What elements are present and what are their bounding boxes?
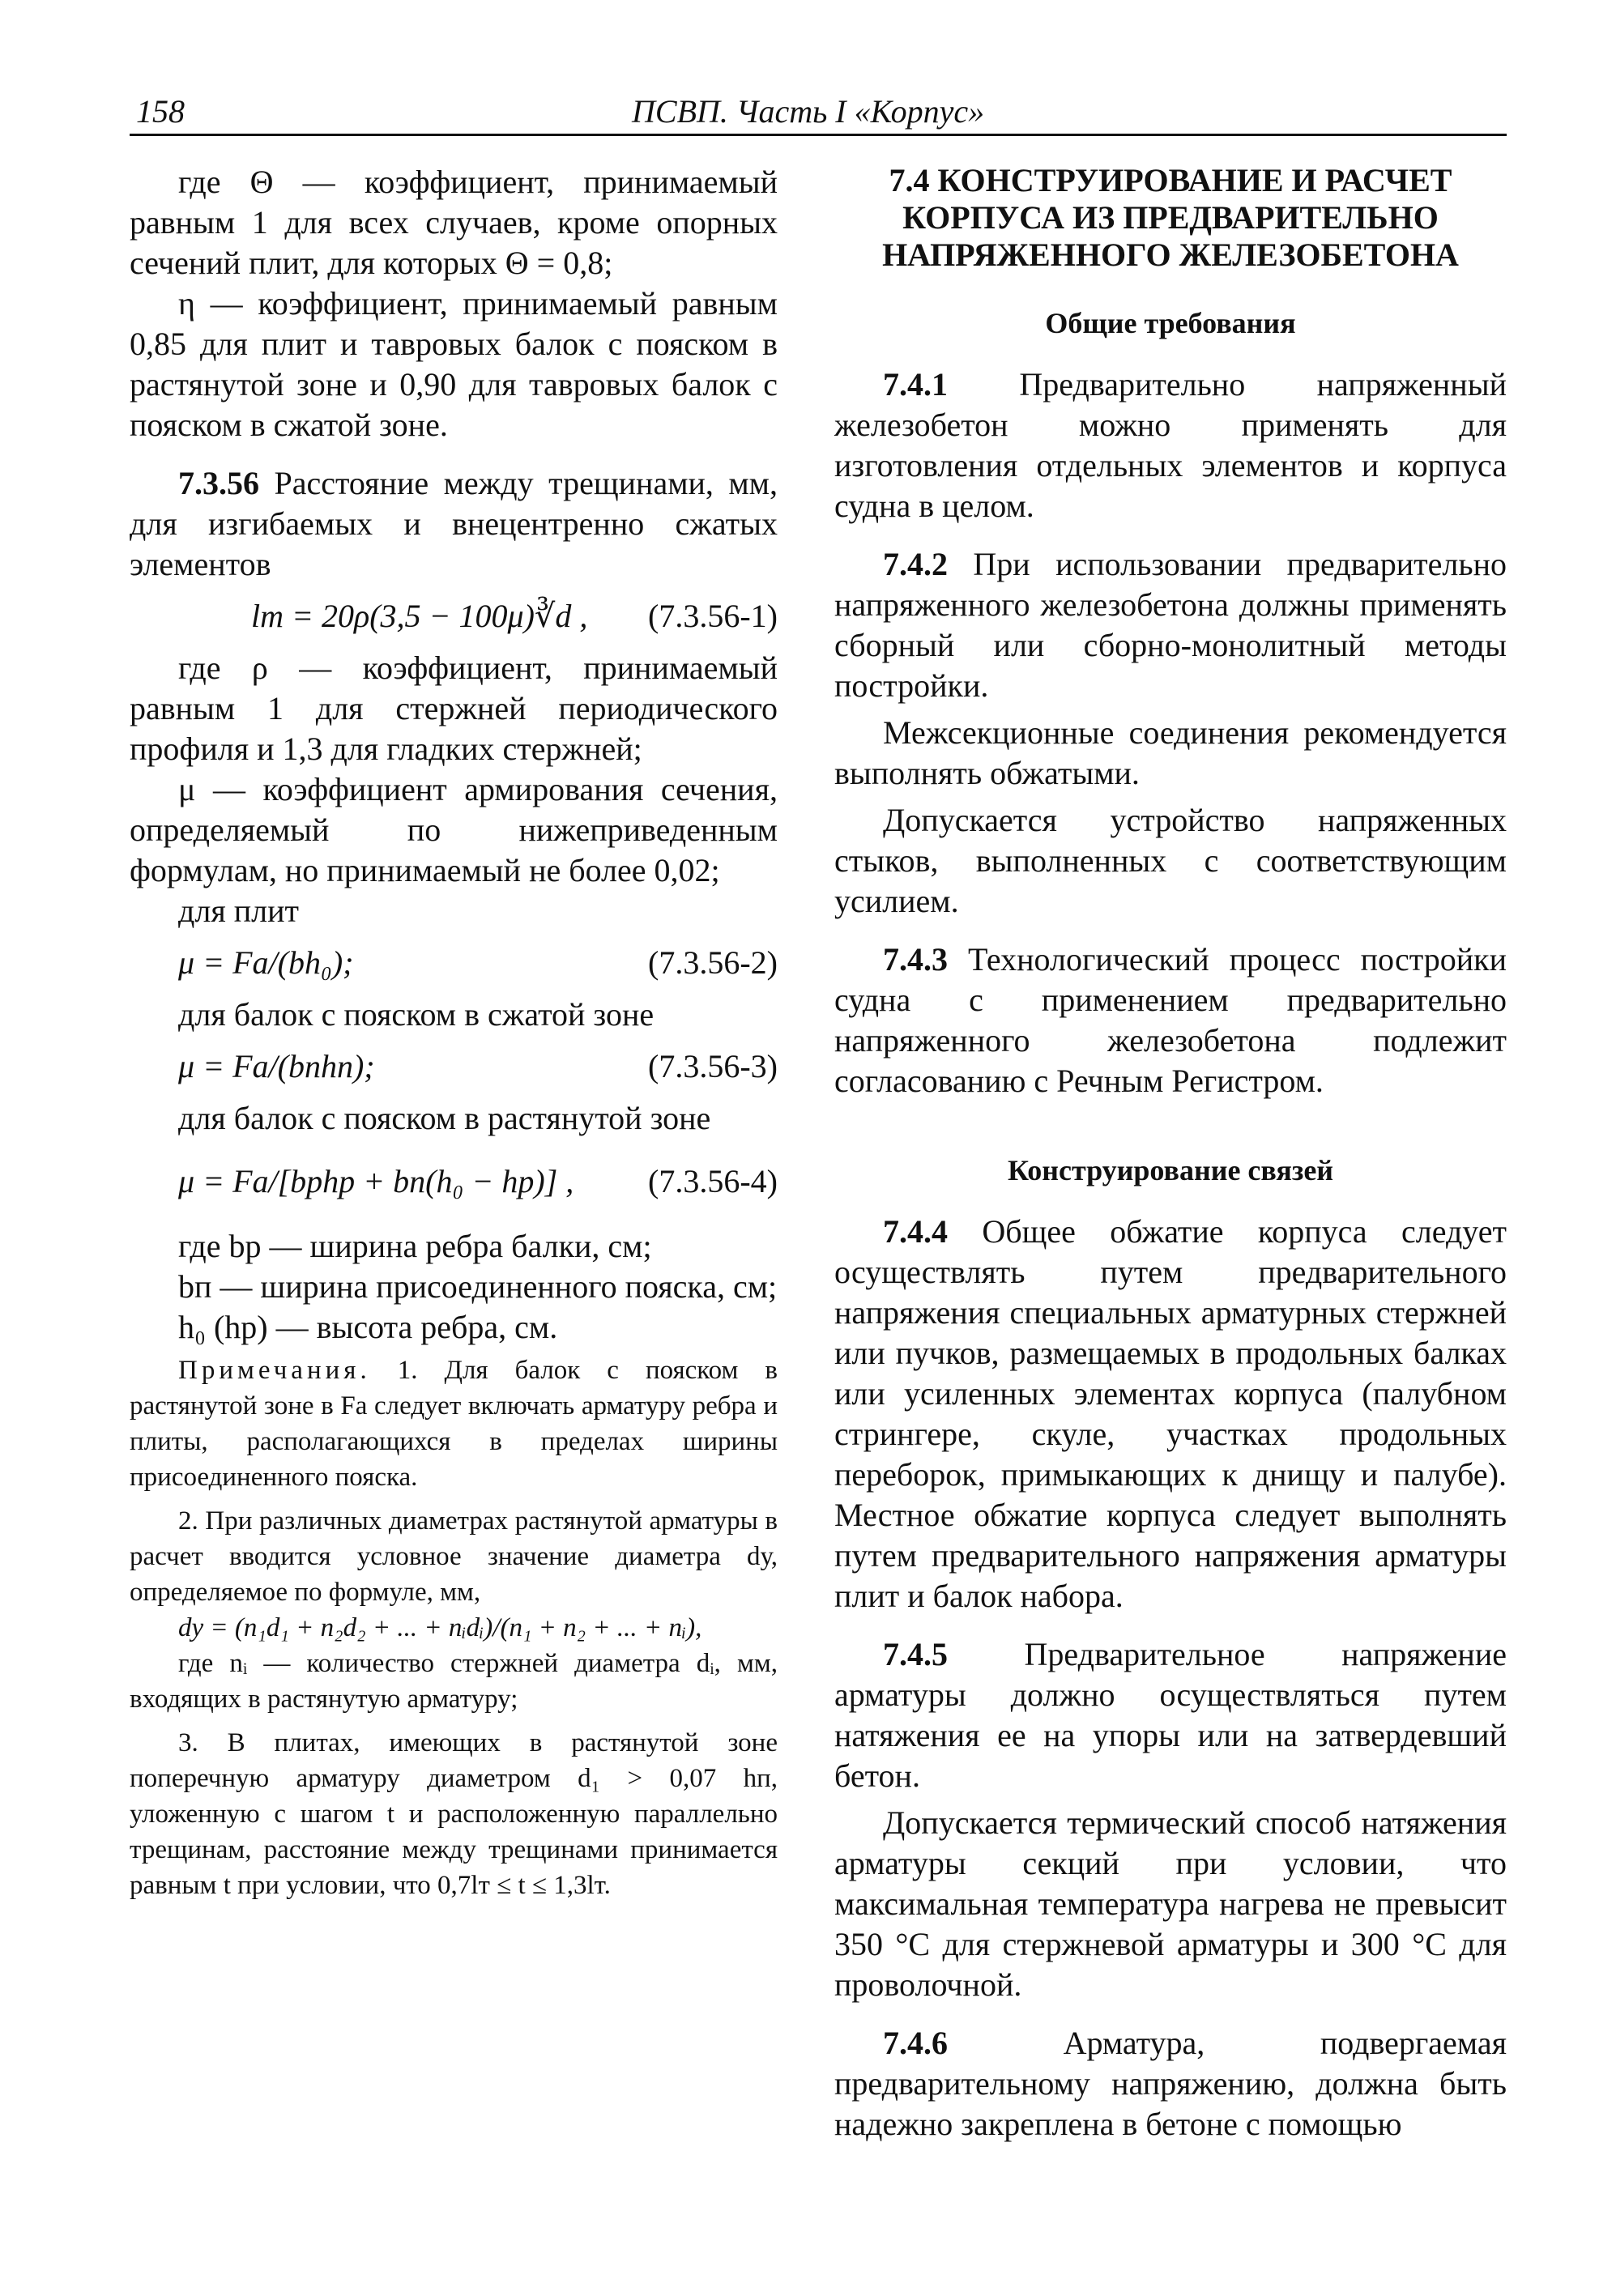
- clause-text: Арматура, подвергаемая предварительному напряжению, должна быть надежно закреплена в бетоне с помощью: [834, 2025, 1507, 2142]
- eta-definition: η — коэффициент, принимаемый равным 0,85 для плит и тавровых балок с пояском в растянутой зоне и 0,90 для тавровых балок с пояском в сжатой зоне.: [130, 285, 778, 443]
- formula-expression: μ = Fа/[bрhр + bп(h₀ − hр)] ,: [178, 1163, 574, 1199]
- bp-definition: где bр — ширина ребра балки, см;: [178, 1228, 652, 1264]
- clause-text: Технологический процесс постройки судна с применением предварительно напряженного железобетона подлежит согласованию с Речным Регистром.: [834, 941, 1507, 1099]
- formula-7-3-56-3: [130, 1046, 778, 1087]
- equation-number: (7.3.56-4): [648, 1163, 778, 1199]
- for-beams-tension-label: для балок с пояском в растянутой зоне: [178, 1100, 711, 1136]
- clause-7-4-5: [834, 1634, 1507, 1796]
- mu-definition: μ — коэффициент армирования сечения, определяемый по нижеприведенным формулам, но принимаемый не более 0,02;: [130, 771, 778, 888]
- clause-number: 7.3.56: [178, 465, 259, 501]
- clause-7-4-6: [834, 2023, 1507, 2145]
- clause-number: 7.4.5: [883, 1636, 948, 1672]
- section-title: 7.4 КОНСТРУИРОВАНИЕ И РАСЧЕТ КОРПУСА ИЗ ПРЕДВАРИТЕЛЬНО НАПРЯЖЕННОГО ЖЕЛЕЗОБЕТОНА: [882, 162, 1459, 273]
- note-2-where: где nᵢ — количество стержней диаметра dᵢ, мм, входящих в растянутую арматуру;: [130, 1649, 778, 1714]
- formula-expression: μ = Fа/(bh₀);: [178, 944, 354, 981]
- clause-number: 7.4.1: [883, 366, 948, 403]
- note-1-text: 1. Для балок с пояском в растянутой зоне в Fа следует включать арматуру ребра и плиты, располагающихся в пределах ширины присоединенного пояска.: [130, 1356, 778, 1492]
- clause-7-4-4: [834, 1212, 1507, 1617]
- thermal-tensioning-paragraph: Допускается термический способ натяжения арматуры секций при условии, что максимальная температура нагрева не превысит 350 °С для стержневой арматуры и 300 °С для проволочной.: [834, 1804, 1507, 2003]
- clause-number: 7.4.2: [883, 546, 948, 582]
- clause-text: Общее обжатие корпуса следует осуществлять путем предварительного напряжения специальных арматурных стержней или пучков, размещаемых в продольных балках или усиленных элементах корпуса (палубном стрингере, скуле, участках продольных переборок, примыкающих к днищу и палубе). Местное обжатие корпуса следует выполнять путем предварительного напряжения арматуры плит и балок набора.: [834, 1213, 1507, 1614]
- clause-text: Расстояние между трещинами, мм, для изгибаемых и внецентренно сжатых элементов: [130, 465, 778, 582]
- page-number: 158: [136, 93, 185, 130]
- clause-number: 7.4.4: [883, 1213, 948, 1250]
- clause-7-4-2: [834, 544, 1507, 706]
- formula-expression: μ = Fа/(bпhп);: [178, 1048, 375, 1084]
- note-1: [130, 1352, 778, 1495]
- for-plates-label: для плит: [178, 892, 299, 929]
- notes-block: [130, 1352, 778, 1903]
- formula-7-3-56-4: [130, 1150, 778, 1215]
- clause-number: 7.4.3: [883, 941, 948, 978]
- right-column: [834, 162, 1507, 2145]
- equation-number: (7.3.56-1): [648, 598, 778, 634]
- stressed-joints-paragraph: Допускается устройство напряженных стыков, выполненных с соответствующим усилием.: [834, 802, 1507, 919]
- running-title: ПСВП. Часть I «Корпус»: [632, 93, 985, 130]
- clause-7-4-1: [834, 364, 1507, 526]
- for-beams-compressed-label: для балок с пояском в сжатой зоне: [178, 996, 655, 1033]
- page-header: [130, 89, 1507, 136]
- note-3: 3. В плитах, имеющих в растянутой зоне поперечную арматуру диаметром d₁ > 0,07 hп, уложенную с шагом t и расположенную параллельно трещинам, расстояние между трещинами принимается равным t при условии, что 0,7lт ≤ t ≤ 1,3lт.: [130, 1728, 778, 1900]
- clause-7-3-56: [130, 463, 778, 585]
- intersection-joints-paragraph: Межсекционные соединения рекомендуется выполнять обжатыми.: [834, 714, 1507, 791]
- rho-definition: где ρ — коэффициент, принимаемый равным 1 для стержней периодического профиля и 1,3 для гладких стержней;: [130, 650, 778, 767]
- clause-text: Предварительное напряжение арматуры должно осуществляться путем натяжения ее на упоры или на затвердевший бетон.: [834, 1636, 1507, 1794]
- clause-text: При использовании предварительно напряженного железобетона должны применять сборный или сборно-монолитный методы постройки.: [834, 546, 1507, 704]
- note-2-formula: dу = (n₁d₁ + n₂d₂ + ... + nᵢdᵢ)/(n₁ + n₂ + ... + nᵢ),: [178, 1613, 702, 1642]
- left-column: [130, 162, 778, 1903]
- subheading-general: Общие требования: [1045, 307, 1296, 339]
- formula-7-3-56-2: [130, 943, 778, 983]
- note-2: 2. При различных диаметрах растянутой арматуры в расчет вводится условное значение диаметра dу, определяемое по формуле, мм,: [130, 1506, 778, 1607]
- h0-definition: h₀ (hр) — высота ребра, см.: [178, 1309, 558, 1345]
- equation-number: (7.3.56-3): [648, 1048, 778, 1084]
- equation-number: (7.3.56-2): [648, 944, 778, 981]
- clause-text: Предварительно напряженный железобетон можно применять для изготовления отдельных элементов и корпуса судна в целом.: [834, 366, 1507, 524]
- clause-number: 7.4.6: [883, 2025, 948, 2061]
- clause-7-4-3: [834, 939, 1507, 1101]
- subheading-connections: Конструирование связей: [1007, 1154, 1334, 1186]
- formula-expression: lт = 20ρ(3,5 − 100μ)∛d ,: [251, 598, 588, 634]
- bn-definition: bп — ширина присоединенного пояска, см;: [178, 1268, 778, 1305]
- formula-7-3-56-1: [130, 596, 778, 637]
- theta-definition: где Θ — коэффициент, принимаемый равным 1 для всех случаев, кроме опорных сечений плит, для которых Θ = 0,8;: [130, 164, 778, 281]
- notes-label: Примечания.: [178, 1356, 371, 1385]
